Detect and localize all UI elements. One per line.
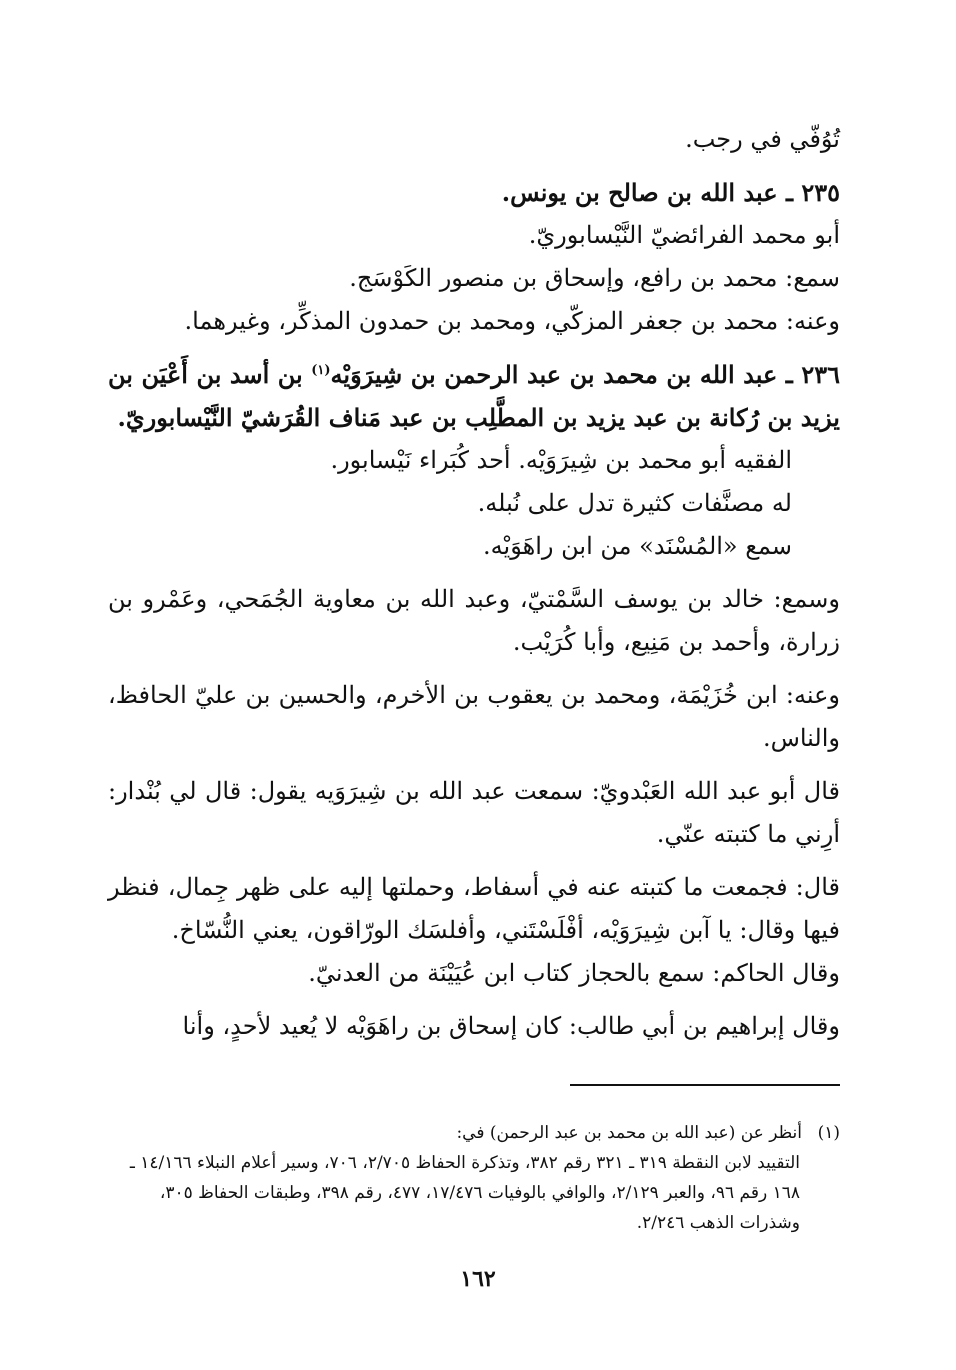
footnote-marker: (١) — [311, 363, 331, 378]
footnotes — [108, 1118, 840, 1238]
entry-235-line-1: أبو محمد الفرائضيّ النَّيْسابوريّ. — [528, 221, 840, 249]
entry-236-sub-line-1: الفقيه أبو محمد بن شِيرَوَيْه. أحد كُبَراء نَيْسابور. — [330, 446, 792, 474]
paragraph-qal: قال: فجمعت ما كتبته عنه في أسفاط، وحملتها إليه على ظهر جِمال، فنظر فيها وقال: يا آبن شِيرَوَيْه، أفْلَسْتَني، وأفلسَك الورّاقون، يعني النُّسّاخ. — [108, 873, 840, 944]
text-line-death: تُوُفّي في رجب. — [685, 125, 840, 153]
page-number: ١٦٢ — [460, 1266, 496, 1292]
entry-235-title: ٢٣٥ ـ عبد الله بن صالح بن يونس. — [501, 178, 840, 207]
footnote-separator — [570, 1084, 840, 1086]
entry-235-line-2: سمع: محمد بن رافع، وإسحاق بن منصور الكَوْسَج. — [349, 264, 840, 292]
entry-236-sub-line-3: سمع «المُسْنَد» من ابن راهَوَيْه. — [483, 532, 792, 560]
footnote-item — [108, 1118, 840, 1148]
entry-236-sub-line-2: له مصنَّفات كثيرة تدل على نُبله. — [477, 489, 792, 517]
page-body — [108, 118, 840, 1048]
entry-235-line-3: وعنه: محمد بن جعفر المزكّي، ومحمد بن حمدون المذكِّر، وغيرهما. — [184, 307, 840, 335]
paragraph-narrated-from: وعنه: ابن خُزَيْمَة، ومحمد بن يعقوب بن الأخرم، والحسين بن عليّ الحافظ، والناس. — [108, 681, 840, 752]
footnote-line-2: التقييد لابن النقطة ٣١٩ ـ ٣٢١ رقم ٣٨٢، وتذكرة الحفاظ ٢/٧٠٥، ٧٠٦، وسير أعلام النبلاء ١٤/١٦٦ ـ ١٦٨ رقم ٩٦، والعبر ٢/١٢٩، والوافي بالوفيات ١٧/٤٧٦، ٤٧٧، رقم ٣٩٨، وطبقات الحفاظ ٣٠٥، وشذرات الذهب ٢/٢٤٦. — [129, 1153, 800, 1233]
entry-236-title — [108, 353, 840, 439]
paragraph-hakim: وقال الحاكم: سمع بالحجاز كتاب ابن عُيَيْنَة من العدنيّ. — [308, 959, 840, 987]
footnote-line-1: أنظر عن (عبد الله بن محمد بن عبد الرحمن) في: — [456, 1123, 802, 1143]
footnote-number: (١) — [817, 1123, 840, 1143]
paragraph-ibrahim: وقال إبراهيم بن أبي طالب: كان إسحاق بن راهَوَيْه لا يُعيد لأحدٍ، وأنا — [182, 1012, 840, 1040]
entry-236-title-part2: بن أسد بن أَعْيَن بن يزيد بن رُكانة بن عبد يزيد بن المطَّلِب بن عبد مَناف القُرَشيّ النَّيْسابوريّ. — [108, 360, 840, 432]
paragraph-heard: وسمع: خالد بن يوسف السَّمْتيّ، وعبد الله بن معاوية الجُمَحي، وعَمْرو بن زرارة، وأحمد بن مَنِيع، وأبا كُرَيْب. — [108, 585, 840, 656]
entry-236-title-part1: ٢٣٦ ـ عبد الله بن محمد بن عبد الرحمن بن شِيرَوَيْه — [330, 360, 840, 389]
paragraph-abdawi: قال أبو عبد الله العَبْدويّ: سمعت عبد الله بن شِيرَوَيه يقول: قال لي بُنْدار: أرِني ما كتبته عنّي. — [108, 777, 840, 848]
